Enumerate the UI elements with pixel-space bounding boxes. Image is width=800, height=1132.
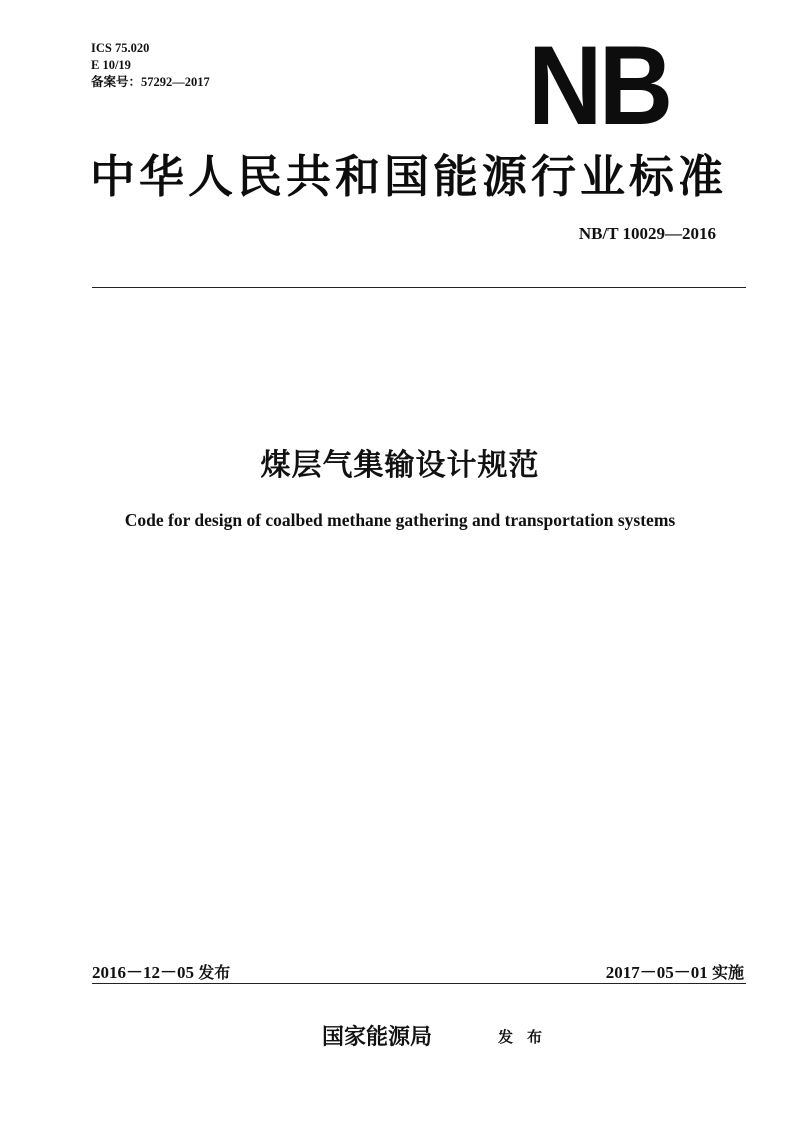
issue-label: 发布	[198, 963, 231, 982]
document-title-english: Code for design of coalbed methane gathering and transportation systems	[124, 510, 676, 530]
ics-code: ICS 75.020	[91, 41, 150, 55]
standard-number: NB/T 10029—2016	[578, 224, 716, 243]
issue-date-line	[92, 958, 230, 983]
classification-codes	[91, 40, 210, 91]
top-divider	[92, 287, 746, 288]
implement-date-line	[606, 958, 744, 983]
standard-category-title: 中华人民共和国能源行业标准	[90, 150, 728, 203]
ccs-code: E 10/19	[91, 58, 131, 72]
publish-label: 发布	[498, 1028, 557, 1046]
bottom-divider	[92, 983, 746, 984]
nb-logo: NB	[528, 23, 670, 148]
document-title-chinese: 煤层气集输设计规范	[260, 448, 540, 483]
implement-label: 实施	[711, 963, 744, 982]
issue-date: 2016－12－05	[92, 963, 194, 982]
filing-number: 备案号：57292—2017	[91, 75, 210, 89]
implement-date: 2017－05－01	[605, 963, 708, 982]
publisher-name: 国家能源局	[322, 1025, 433, 1050]
